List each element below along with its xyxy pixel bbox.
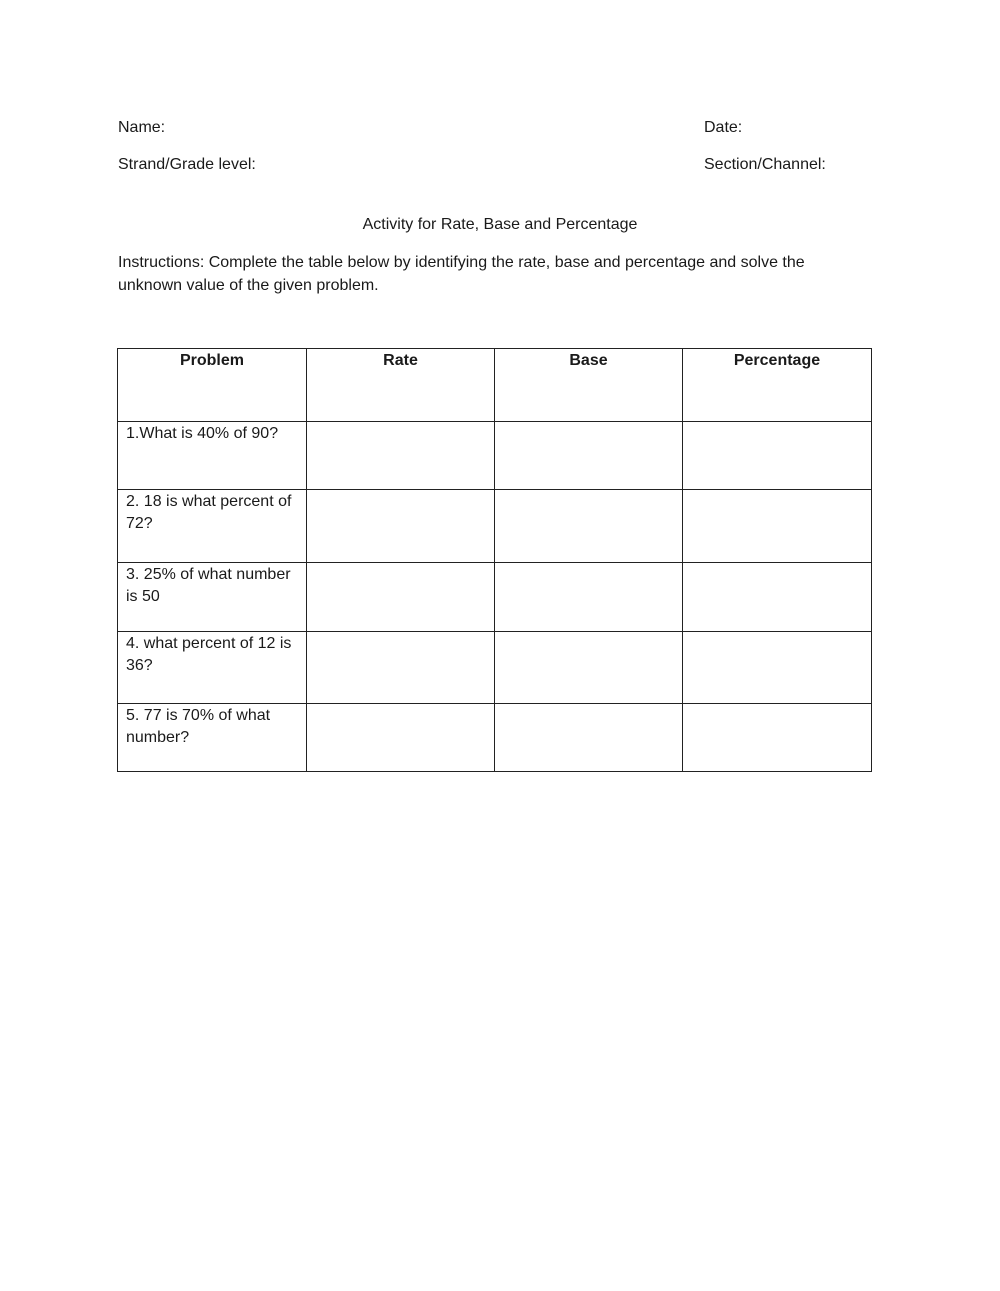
rate-cell[interactable] xyxy=(307,704,495,772)
rate-cell[interactable] xyxy=(307,422,495,490)
table-row xyxy=(118,704,872,772)
name-label: Name: xyxy=(118,119,166,136)
strand-grade-label: Strand/Grade level: xyxy=(118,156,256,173)
problem-cell: 4. what percent of 12 is 36? xyxy=(118,632,307,704)
base-cell[interactable] xyxy=(495,632,683,704)
column-header-percentage: Percentage xyxy=(683,349,872,422)
percentage-cell[interactable] xyxy=(683,490,872,563)
base-cell[interactable] xyxy=(495,422,683,490)
problem-cell: 2. 18 is what percent of 72? xyxy=(118,490,307,563)
table-row xyxy=(118,563,872,632)
table-row xyxy=(118,422,872,490)
rate-cell[interactable] xyxy=(307,563,495,632)
base-cell[interactable] xyxy=(495,563,683,632)
column-header-base: Base xyxy=(495,349,683,422)
column-header-problem: Problem xyxy=(118,349,307,422)
table-header-row xyxy=(118,349,872,422)
instructions-text: Instructions: Complete the table below by identifying the rate, base and percentage and solve the unknown value of the given problem. xyxy=(118,254,805,294)
section-channel-label: Section/Channel: xyxy=(704,156,826,173)
activity-title: Activity for Rate, Base and Percentage xyxy=(362,216,638,233)
base-cell[interactable] xyxy=(495,704,683,772)
percentage-cell[interactable] xyxy=(683,632,872,704)
column-header-rate: Rate xyxy=(307,349,495,422)
problem-cell: 5. 77 is 70% of what number? xyxy=(118,704,307,772)
problem-cell: 1.What is 40% of 90? xyxy=(118,422,307,490)
base-cell[interactable] xyxy=(495,490,683,563)
percentage-cell[interactable] xyxy=(683,563,872,632)
percentage-cell[interactable] xyxy=(683,422,872,490)
table-row xyxy=(118,490,872,563)
rate-cell[interactable] xyxy=(307,490,495,563)
percentage-cell[interactable] xyxy=(683,704,872,772)
problem-cell: 3. 25% of what number is 50 xyxy=(118,563,307,632)
table-row xyxy=(118,632,872,704)
rate-cell[interactable] xyxy=(307,632,495,704)
answer-table xyxy=(117,348,872,772)
date-label: Date: xyxy=(704,119,743,136)
